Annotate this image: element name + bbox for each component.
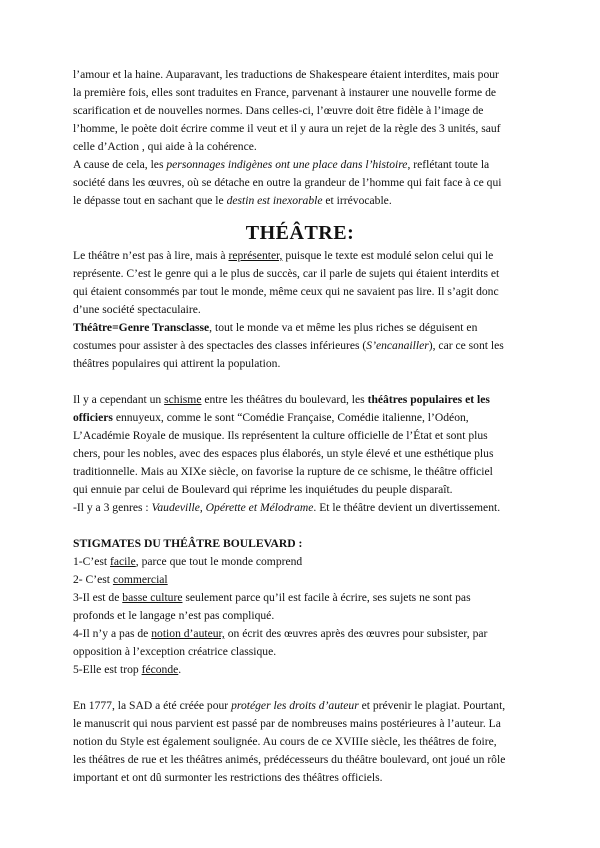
text: chers, pour les nobles, avec des espaces plus élaborés, un style élevé et une esthétique plus	[73, 447, 494, 460]
text: Le théâtre n’est pas à lire, mais à	[73, 249, 229, 262]
text: profonds et le langage n’est pas compliqué.	[73, 609, 275, 622]
text-line	[73, 447, 493, 461]
text-line	[73, 194, 392, 208]
text: 2- C’est	[73, 573, 113, 586]
text-line	[73, 158, 489, 172]
text: et irrévocable.	[322, 194, 392, 207]
text: 5-Elle est trop	[73, 663, 142, 676]
text-line	[73, 645, 276, 659]
text: costumes pour assister à des spectacles des classes inférieures (	[73, 339, 367, 352]
text-line	[73, 753, 505, 767]
text: les théâtres de rue et les théâtres animés, prédécesseurs du théâtre boulevard, ont joué un rôle	[73, 753, 506, 766]
text: qui ennuie par celui de Boulevard qui réprime les inquiétudes du peuple disparaît.	[73, 483, 453, 496]
text: notion du Style est également soulignée. Au cours de ce XVIIIe siècle, les théâtres de foire,	[73, 735, 497, 748]
text-line	[73, 122, 501, 136]
text-line	[73, 321, 477, 335]
text-line	[73, 249, 493, 263]
text-line	[73, 393, 490, 407]
text: ), car ce sont les	[428, 339, 504, 352]
text-line	[73, 429, 488, 443]
text-line	[73, 699, 505, 713]
text: l’homme, le poète doit écrire comme il veut et il y aura un rejet de la règle des 3 unités, sauf	[73, 122, 501, 135]
text: 4-Il n’y a pas de	[73, 627, 152, 640]
text: traditionnelle. Mais au XIXe siècle, on favorise la rupture de ce schisme, le théâtre officiel	[73, 465, 493, 478]
text: . Et le théâtre devient un divertissement.	[313, 501, 501, 514]
underlined-text: schisme	[164, 393, 202, 406]
text: 3-Il est de	[73, 591, 123, 604]
italic-text: Vaudeville, Opérette et Mélodrame	[151, 501, 314, 514]
underlined-text: féconde	[141, 663, 179, 676]
text-line	[73, 86, 496, 100]
text: En 1777, la SAD a été créée pour	[73, 699, 232, 712]
bold-text: officiers	[73, 411, 113, 424]
text-line	[73, 717, 501, 731]
text-line	[73, 303, 201, 317]
text: L’Académie Royale de musique. Ils représentent la culture officielle de l’État et sont plus	[73, 429, 488, 442]
text: .	[178, 663, 182, 676]
text: et prévenir le plagiat. Pourtant,	[358, 699, 506, 712]
text: ennuyeux, comme le sont “Comédie Française, Comédie italienne, l’Odéon,	[112, 411, 469, 424]
text-line	[73, 357, 280, 371]
text-line	[73, 104, 483, 118]
list-item	[73, 555, 302, 569]
text-line	[73, 771, 383, 785]
text-line	[73, 465, 493, 479]
text: seulement parce qu’il est facile à écrire, ses sujets ne sont pas	[182, 591, 471, 604]
text: puisque le texte est modulé selon celui qui le	[282, 249, 494, 262]
underlined-text: notion d’auteur,	[151, 627, 225, 640]
text: , parce que tout le monde comprend	[135, 555, 303, 568]
text: , tout le monde va et même les plus riches se déguisent en	[209, 321, 478, 334]
text: , reflétant toute la	[407, 158, 490, 171]
list-item	[73, 591, 471, 605]
text-line	[73, 735, 497, 749]
text: -Il y a 3 genres :	[73, 501, 152, 514]
list-item	[73, 573, 168, 587]
text-line	[73, 267, 499, 281]
text: représente. C’est le genre qui a le plus de succès, car il parle de sujets qui étaient interdits et	[73, 267, 500, 280]
text-line	[73, 140, 257, 154]
text: 1-C’est	[73, 555, 111, 568]
text: l’amour et la haine. Auparavant, les traductions de Shakespeare étaient interdites, mais pour	[73, 68, 499, 81]
text: société dans les œuvres, où se détache en outre la grandeur de l’homme qui fait face à ce qui	[73, 176, 502, 189]
text-line	[73, 176, 501, 190]
italic-text: personnages indigènes ont une place dans l’histoire	[166, 158, 408, 171]
text: opposition à l’exception créatrice classique.	[73, 645, 277, 658]
bold-text: théâtres populaires et les	[367, 393, 490, 406]
text-line	[73, 339, 504, 353]
text: théâtres populaires qui attirent la population.	[73, 357, 281, 370]
text-line	[73, 609, 274, 623]
italic-text: protéger les droits d’auteur	[231, 699, 359, 712]
underlined-text: commercial	[112, 573, 168, 586]
italic-text: destin est inexorable	[226, 194, 323, 207]
text: A cause de cela, les	[73, 158, 167, 171]
text: entre les théâtres du boulevard, les	[201, 393, 368, 406]
text: celle d’Action , qui aide à la cohérence.	[73, 140, 257, 153]
underlined-text: représenter,	[228, 249, 283, 262]
text: Il y a cependant un	[73, 393, 165, 406]
text: qui étaient consommés par tout le monde, même ceux qui ne savaient pas lire. Il s’agit donc	[73, 285, 499, 298]
text: d’une société spectaculaire.	[73, 303, 201, 316]
section-title: THÉÂTRE:	[245, 222, 355, 244]
text-line	[73, 501, 500, 515]
text: le manuscrit qui nous parvient est passé par de nombreuses mains postérieures à l’auteur. La	[73, 717, 501, 730]
text: scarification et de nouvelles normes. Dans celles-ci, l’œuvre doit être fidèle à l’image de	[73, 104, 484, 117]
underlined-text: facile	[110, 555, 136, 568]
text-line	[73, 411, 469, 425]
list-item	[73, 627, 487, 641]
list-item	[73, 663, 181, 677]
italic-text: S’encanailler	[366, 339, 429, 352]
bold-text: Théâtre=Genre Transclasse	[73, 321, 210, 334]
section-heading: STIGMATES DU THÉÂTRE BOULEVARD :	[73, 537, 303, 550]
text: le dépasse tout en sachant que le	[73, 194, 227, 207]
text-line	[73, 483, 453, 497]
text-line	[73, 285, 499, 299]
text: la première fois, elles sont traduites en France, parvenant à instaurer une nouvelle forme de	[73, 86, 497, 99]
text-line	[73, 68, 499, 82]
text: on écrit des œuvres après des œuvres pour subsister, par	[224, 627, 488, 640]
underlined-text: basse culture	[122, 591, 183, 604]
text: important et ont dû surmonter les restrictions des théâtres officiels.	[73, 771, 383, 784]
